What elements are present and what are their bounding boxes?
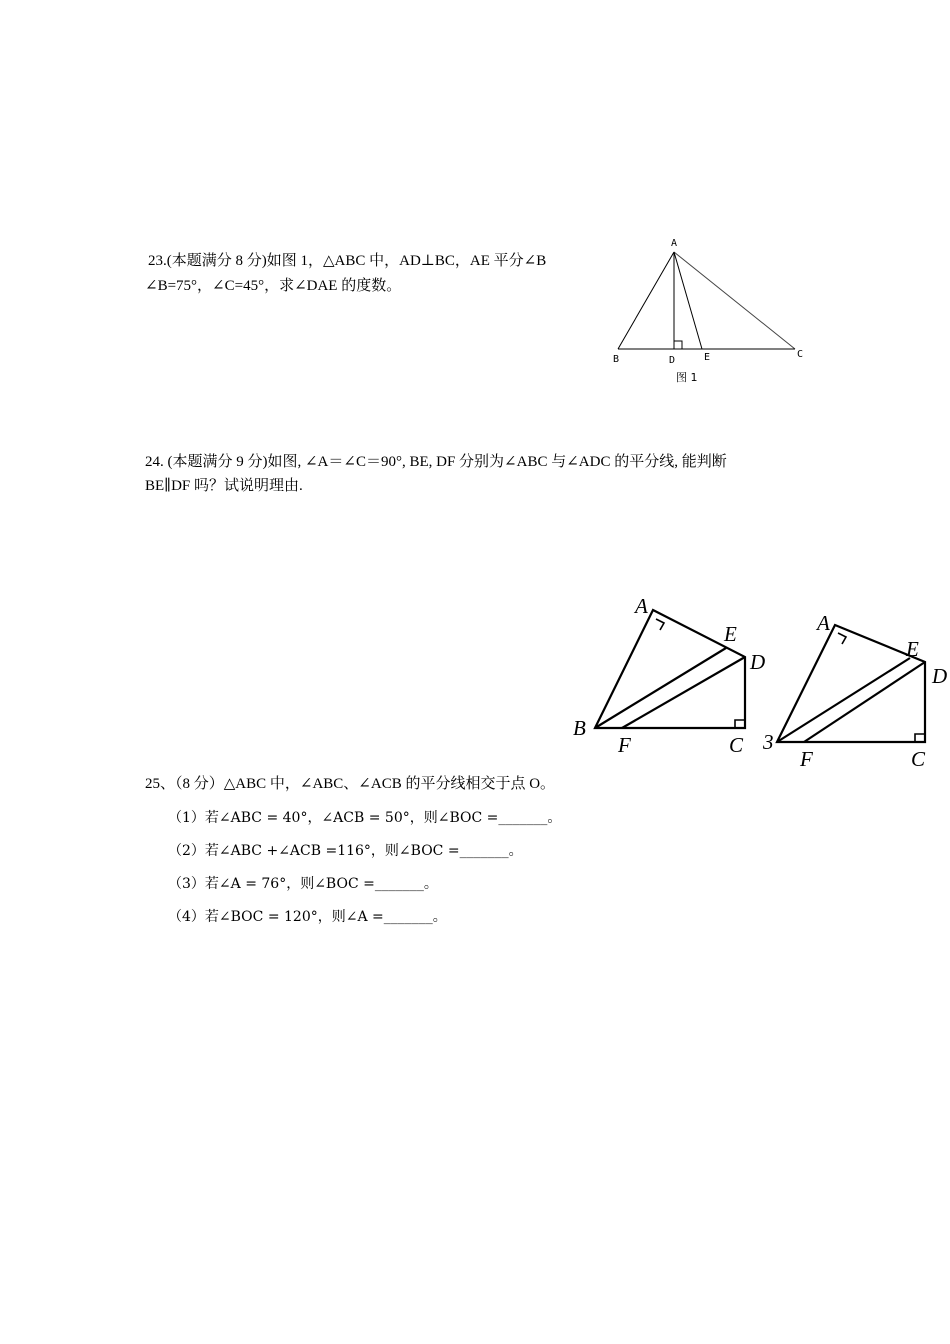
figure-1-triangle bbox=[610, 235, 820, 385]
label-f: F bbox=[800, 747, 813, 771]
label-a: A bbox=[817, 611, 830, 635]
label-c: C bbox=[729, 733, 744, 757]
side-ab bbox=[618, 252, 674, 349]
q23-line1: 23.(本题满分 8 分)如图 1，△ABC 中，AD⊥BC，AE 平分∠B bbox=[148, 253, 547, 269]
right-angle-mark-c bbox=[915, 734, 925, 742]
label-a: A bbox=[635, 594, 648, 618]
label-c: C bbox=[797, 349, 804, 360]
label-e: E bbox=[724, 622, 737, 646]
figure-1-caption: 图 1 bbox=[676, 371, 698, 384]
figure-24-left bbox=[570, 595, 780, 765]
label-d: D bbox=[669, 355, 676, 366]
quadrilateral-abcd bbox=[777, 625, 925, 742]
side-ac bbox=[674, 252, 795, 349]
right-angle-mark-a bbox=[838, 633, 846, 644]
q24-line2: BE∥DF 吗？试说明理由. bbox=[145, 478, 303, 494]
q25-item-3: （3）若∠A = 76°，则∠BOC =_______。 bbox=[168, 876, 438, 892]
right-angle-mark-c bbox=[735, 720, 745, 728]
q25-item-1: （1）若∠ABC = 40°，∠ACB = 50°，则∠BOC =_______。 bbox=[168, 810, 562, 826]
label-c: C bbox=[911, 747, 926, 771]
q25-item-2: （2）若∠ABC +∠ACB =116°，则∠BOC =_______。 bbox=[168, 843, 523, 859]
q25-title: 25、（8 分）△ABC 中，∠ABC、∠ACB 的平分线相交于点 O。 bbox=[145, 776, 556, 792]
q25-item-4: （4）若∠BOC = 120°，则∠A =_______。 bbox=[168, 909, 447, 925]
right-angle-mark-a bbox=[656, 619, 664, 630]
figure-24-right bbox=[760, 605, 950, 775]
label-a: A bbox=[671, 238, 678, 249]
label-b: B bbox=[613, 354, 620, 365]
right-angle-mark-d bbox=[674, 341, 682, 349]
label-f: F bbox=[618, 733, 631, 757]
label-b: B bbox=[573, 716, 586, 740]
bisector-ae bbox=[674, 252, 702, 349]
q24-line1: 24. (本题满分 9 分)如图, ∠A＝∠C＝90°, BE, DF 分别为∠ABC 与∠ADC 的平分线, 能判断 bbox=[145, 454, 727, 470]
label-e: E bbox=[906, 637, 919, 661]
label-e: E bbox=[704, 352, 711, 363]
segment-df bbox=[804, 662, 925, 742]
segment-df bbox=[622, 657, 745, 728]
label-d: D bbox=[750, 650, 766, 674]
label-b-clipped: 3 bbox=[763, 730, 774, 754]
q23-line2: ∠B=75°，∠C=45°，求∠DAE 的度数。 bbox=[145, 278, 402, 294]
label-d: D bbox=[932, 664, 948, 688]
